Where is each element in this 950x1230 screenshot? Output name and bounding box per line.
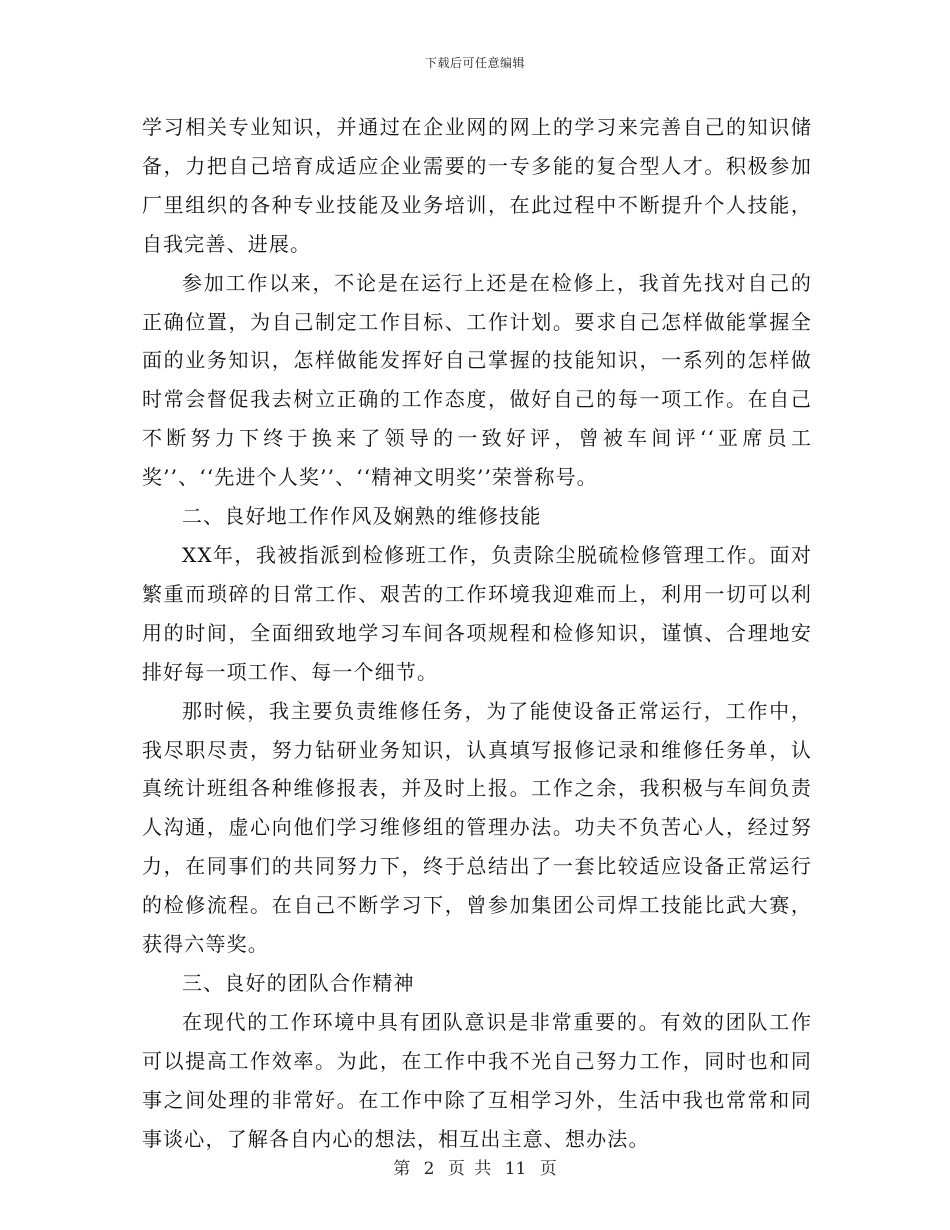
paragraph-3: XX年，我被指派到检修班工作，负责除尘脱硫检修管理工作。面对繁重而琐碎的日常工作、艰苦的工作环境我迎难而上，利用一切可以利用的时间，全面细致地学习车间各项规程和检修知识，谨慎、合理地安排好每一项工作、每一个细节。 [142,542,812,684]
paragraph-5: 在现代的工作环境中具有团队意识是非常重要的。有效的团队工作可以提高工作效率。为此，在工作中我不光自己努力工作，同时也和同事之间处理的非常好。在工作中除了互相学习外，生活中我也常常和同事谈心，了解各自内心的想法，相互出主意、想办法。 [142,1009,812,1151]
section-heading-2: 二、良好地工作作风及娴熟的维修技能 [182,504,542,529]
page-footer [0,1154,950,1179]
footer-middle: 页 共 [447,1159,492,1179]
section-heading-3: 三、良好的团队合作精神 [182,970,415,995]
page-header: 下载后可任意编辑 [424,56,525,70]
paragraph-2: 参加工作以来，不论是在运行上还是在检修上，我首先找对自己的正确位置，为自己制定工作目标、工作计划。要求自己怎样做能掌握全面的业务知识，怎样做能发挥好自己掌握的技能知识，一系列的怎样做时常会督促我去树立正确的工作态度，做好自己的每一项工作。在自己不断努力下终于换来了领导的一致好评，曾被车间评‘‘亚席员工奖’’、‘‘先进个人奖’’、‘‘精神文明奖’’荣誉称号。 [142,270,812,490]
paragraph-4: 那时候，我主要负责维修任务，为了能使设备正常运行，工作中，我尽职尽责，努力钻研业务知识，认真填写报修记录和维修任务单，认真统计班组各种维修报表，并及时上报。工作之余，我积极与车间负责人沟通，虚心向他们学习维修组的管理办法。功夫不负苦心人，经过努力，在同事们的共同努力下，终于总结出了一套比较适应设备正常运行的检修流程。在自己不断学习下，曾参加集团公司焊工技能比武大赛，获得六等奖。 [142,698,812,957]
footer-suffix: 页 [539,1159,557,1179]
document-body [142,108,812,1158]
paragraph-1: 学习相关专业知识，并通过在企业网的网上的学习来完善自己的知识储备，力把自己培育成适应企业需要的一专多能的复合型人才。积极参加厂里组织的各种专业技能及业务培训，在此过程中不断提升个人技能，自我完善、进展。 [142,115,812,256]
footer-prefix: 第 [393,1159,411,1179]
footer-total-pages: 11 [504,1159,527,1179]
footer-page-number: 2 [423,1159,435,1179]
